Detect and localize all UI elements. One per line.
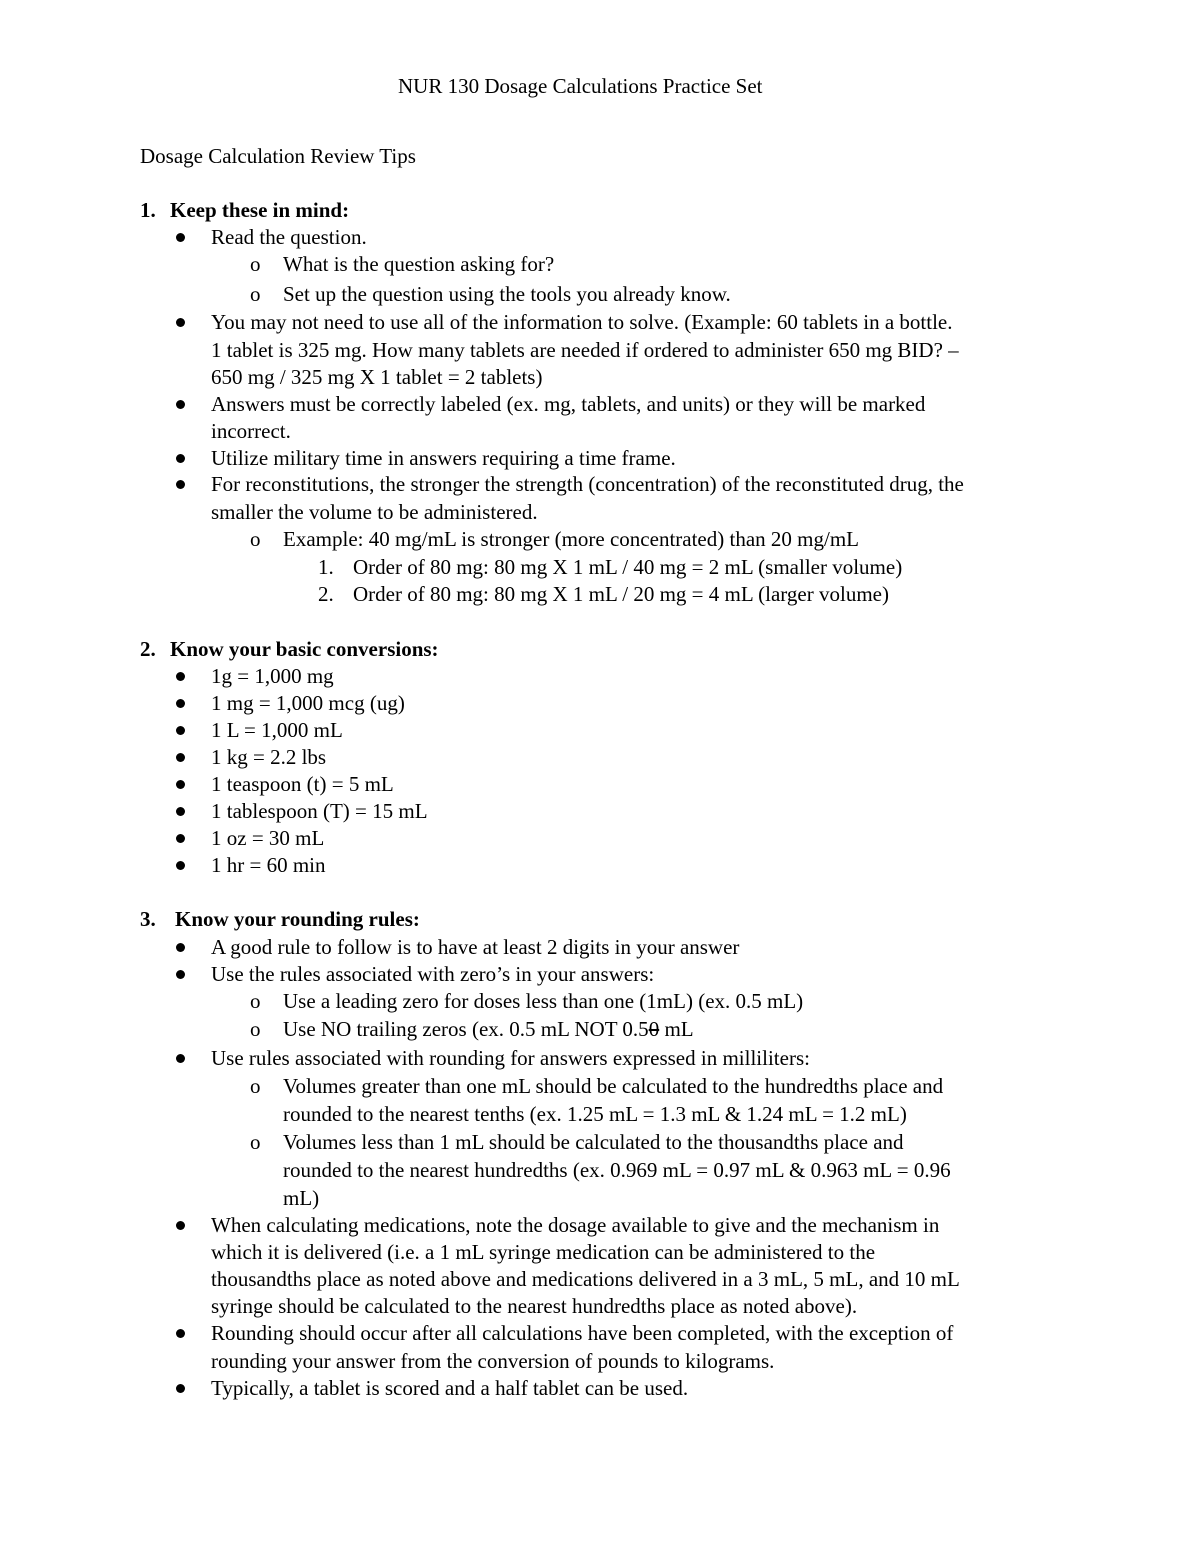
list-item: Read the question. xyxy=(211,225,367,249)
bullet xyxy=(176,943,185,952)
sub-list-item: Volumes less than 1 mL should be calculated to the thousandths place and xyxy=(283,1130,904,1154)
bullet xyxy=(176,400,185,409)
sub-list-item xyxy=(283,1019,694,1040)
conversion-item: 1 mg = 1,000 mcg (ug) xyxy=(211,691,405,715)
bullet xyxy=(176,1329,185,1338)
sub-list-item: Volumes greater than one mL should be calculated to the hundredths place and xyxy=(283,1074,944,1098)
section-2-heading: Know your basic conversions: xyxy=(170,637,439,661)
list-item-continuation: which it is delivered (i.e. a 1 mL syringe medication can be administered to the xyxy=(211,1240,876,1264)
bullet xyxy=(176,480,185,489)
sub-list-item-continuation: rounded to the nearest tenths (ex. 1.25 mL = 1.3 mL & 1.24 mL = 1.2 mL) xyxy=(283,1102,907,1126)
bullet xyxy=(176,672,185,681)
bullet xyxy=(176,233,185,242)
sub-list-item: What is the question asking for? xyxy=(283,252,555,276)
numbered-item: Order of 80 mg: 80 mg X 1 mL / 20 mg = 4 mL (larger volume) xyxy=(353,582,889,606)
sub-list-item: Example: 40 mg/mL is stronger (more concentrated) than 20 mg/mL xyxy=(283,527,859,551)
list-item: Use rules associated with rounding for answers expressed in milliliters: xyxy=(211,1046,810,1070)
circle-bullet: o xyxy=(250,989,261,1013)
circle-bullet: o xyxy=(250,282,261,306)
list-item: Answers must be correctly labeled (ex. mg, tablets, and units) or they will be marked xyxy=(211,392,926,416)
sub-list-item-continuation: rounded to the nearest hundredths (ex. 0.969 mL = 0.97 mL & 0.963 mL = 0.96 xyxy=(283,1158,951,1182)
list-item: Rounding should occur after all calculations have been completed, with the exception of xyxy=(211,1321,954,1345)
bullet xyxy=(176,834,185,843)
list-item-continuation: rounding your answer from the conversion of pounds to kilograms. xyxy=(211,1349,775,1373)
conversion-item: 1 kg = 2.2 lbs xyxy=(211,745,327,769)
bullet xyxy=(176,454,185,463)
list-item-continuation: smaller the volume to be administered. xyxy=(211,500,538,524)
list-item: Utilize military time in answers requiring a time frame. xyxy=(211,446,676,470)
conversion-item: 1 oz = 30 mL xyxy=(211,826,325,850)
list-item: You may not need to use all of the information to solve. (Example: 60 tablets in a bottle. xyxy=(211,310,953,334)
bullet xyxy=(176,1221,185,1230)
section-3-heading: Know your rounding rules: xyxy=(175,907,420,931)
list-item: A good rule to follow is to have at least 2 digits in your answer xyxy=(211,935,740,959)
bullet xyxy=(176,753,185,762)
conversion-item: 1 tablespoon (T) = 15 mL xyxy=(211,799,428,823)
section-2-number: 2. xyxy=(140,637,156,661)
circle-bullet: o xyxy=(250,1074,261,1098)
struck-digit: 0 xyxy=(648,1017,660,1041)
document-title: NUR 130 Dosage Calculations Practice Set xyxy=(398,74,763,98)
numbered-item: Order of 80 mg: 80 mg X 1 mL / 40 mg = 2 mL (smaller volume) xyxy=(353,555,903,579)
bullet xyxy=(176,318,185,327)
list-item-continuation: incorrect. xyxy=(211,419,291,443)
sub-list-item: Use a leading zero for doses less than one (1mL) (ex. 0.5 mL) xyxy=(283,989,804,1013)
circle-bullet: o xyxy=(250,1017,261,1041)
section-1-number: 1. xyxy=(140,198,156,222)
conversion-item: 1 hr = 60 min xyxy=(211,853,326,877)
bullet xyxy=(176,699,185,708)
list-item-continuation: 650 mg / 325 mg X 1 tablet = 2 tablets) xyxy=(211,365,543,389)
sub-list-item: Set up the question using the tools you already know. xyxy=(283,282,731,306)
circle-bullet: o xyxy=(250,527,261,551)
sub-list-item-text-end: mL xyxy=(659,1017,694,1041)
bullet xyxy=(176,861,185,870)
intro-heading: Dosage Calculation Review Tips xyxy=(140,144,416,168)
bullet xyxy=(176,1054,185,1063)
conversion-item: 1 L = 1,000 mL xyxy=(211,718,343,742)
list-item: Use the rules associated with zero’s in your answers: xyxy=(211,962,655,986)
list-item: Typically, a tablet is scored and a half tablet can be used. xyxy=(211,1376,689,1400)
circle-bullet: o xyxy=(250,252,261,276)
list-item-continuation: 1 tablet is 325 mg. How many tablets are needed if ordered to administer 650 mg BID? – xyxy=(211,338,959,362)
bullet xyxy=(176,807,185,816)
bullet xyxy=(176,780,185,789)
numbered-marker: 1. xyxy=(318,555,334,579)
conversion-item: 1 teaspoon (t) = 5 mL xyxy=(211,772,394,796)
conversion-item: 1g = 1,000 mg xyxy=(211,664,334,688)
sub-list-item-continuation: mL) xyxy=(283,1186,320,1210)
list-item-continuation: syringe should be calculated to the nearest hundredths place as noted above). xyxy=(211,1294,858,1318)
section-3-number: 3. xyxy=(140,907,156,931)
bullet xyxy=(176,1384,185,1393)
bullet xyxy=(176,970,185,979)
sub-list-item-text: Use NO trailing zeros (ex. 0.5 mL NOT 0.5 xyxy=(283,1017,649,1041)
section-1-heading: Keep these in mind: xyxy=(170,198,350,222)
list-item: When calculating medications, note the dosage available to give and the mechanism in xyxy=(211,1213,940,1237)
circle-bullet: o xyxy=(250,1130,261,1154)
list-item: For reconstitutions, the stronger the strength (concentration) of the reconstituted drug, the xyxy=(211,472,964,496)
bullet xyxy=(176,726,185,735)
numbered-marker: 2. xyxy=(318,582,334,606)
list-item-continuation: thousandths place as noted above and medications delivered in a 3 mL, 5 mL, and 10 mL xyxy=(211,1267,960,1291)
